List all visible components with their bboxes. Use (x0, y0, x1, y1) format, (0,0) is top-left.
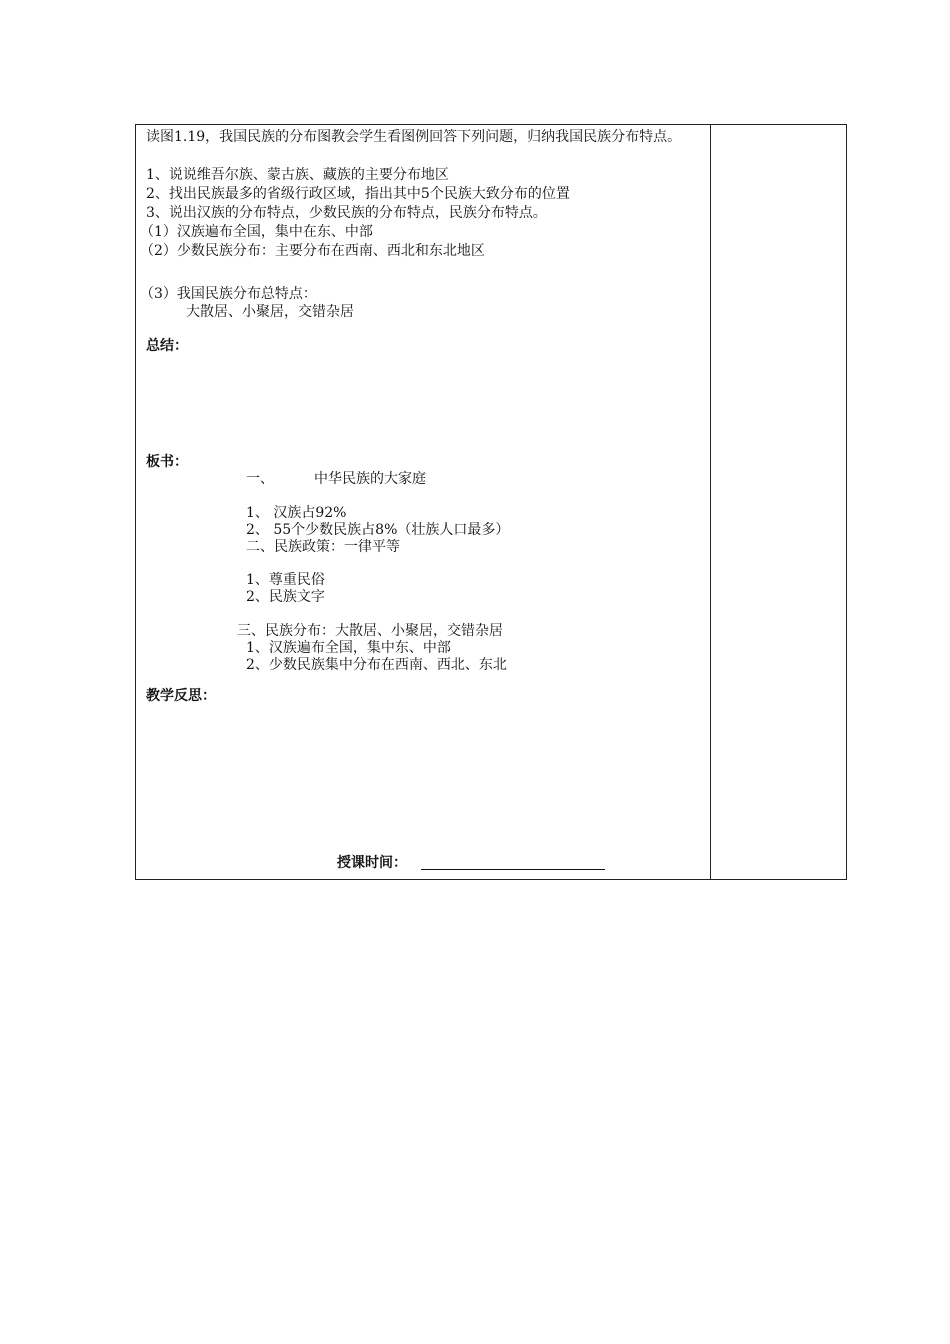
board-section-2-item: 2、民族文字 (246, 589, 325, 605)
answer-3-detail: 大散居、小聚居，交错杂居 (186, 304, 354, 320)
lesson-time-label: 授课时间： (337, 855, 407, 871)
board-section-3-item: 2、少数民族集中分布在西南、西北、东北 (246, 657, 507, 673)
question-3: 3、说出汉族的分布特点，少数民族的分布特点，民族分布特点。 (146, 205, 547, 221)
answer-2: （2）少数民族分布：主要分布在西南、西北和东北地区 (140, 243, 485, 259)
board-label: 板书： (146, 454, 188, 470)
answer-3: （3）我国民族分布总特点： (140, 286, 317, 302)
board-section-3-item: 1、汉族遍布全国，集中东、中部 (246, 640, 451, 656)
lesson-table (135, 124, 847, 880)
board-section-1-title: 中华民族的大家庭 (314, 471, 426, 487)
board-section-1-item: 1、 汉族占92% (246, 505, 347, 521)
intro-text: 读图1.19，我国民族的分布图教会学生看图例回答下列问题，归纳我国民族分布特点。 (146, 129, 682, 145)
board-section-2-title: 二、民族政策：一律平等 (246, 539, 400, 555)
board-section-1-item: 2、 55个少数民族占8%（壮族人口最多） (246, 522, 510, 538)
answer-1: （1）汉族遍布全国，集中在东、中部 (140, 224, 373, 240)
board-section-1-number: 一、 (246, 471, 274, 487)
lesson-time-blank[interactable] (421, 869, 605, 870)
board-section-3-title: 三、民族分布：大散居、小聚居，交错杂居 (237, 623, 503, 639)
question-1: 1、说说维吾尔族、蒙古族、藏族的主要分布地区 (146, 167, 449, 183)
column-divider (710, 125, 711, 879)
question-2: 2、找出民族最多的省级行政区域，指出其中5个民族大致分布的位置 (146, 186, 570, 202)
summary-label: 总结： (146, 338, 188, 354)
board-section-2-item: 1、尊重民俗 (246, 572, 325, 588)
reflection-label: 教学反思： (146, 688, 216, 704)
